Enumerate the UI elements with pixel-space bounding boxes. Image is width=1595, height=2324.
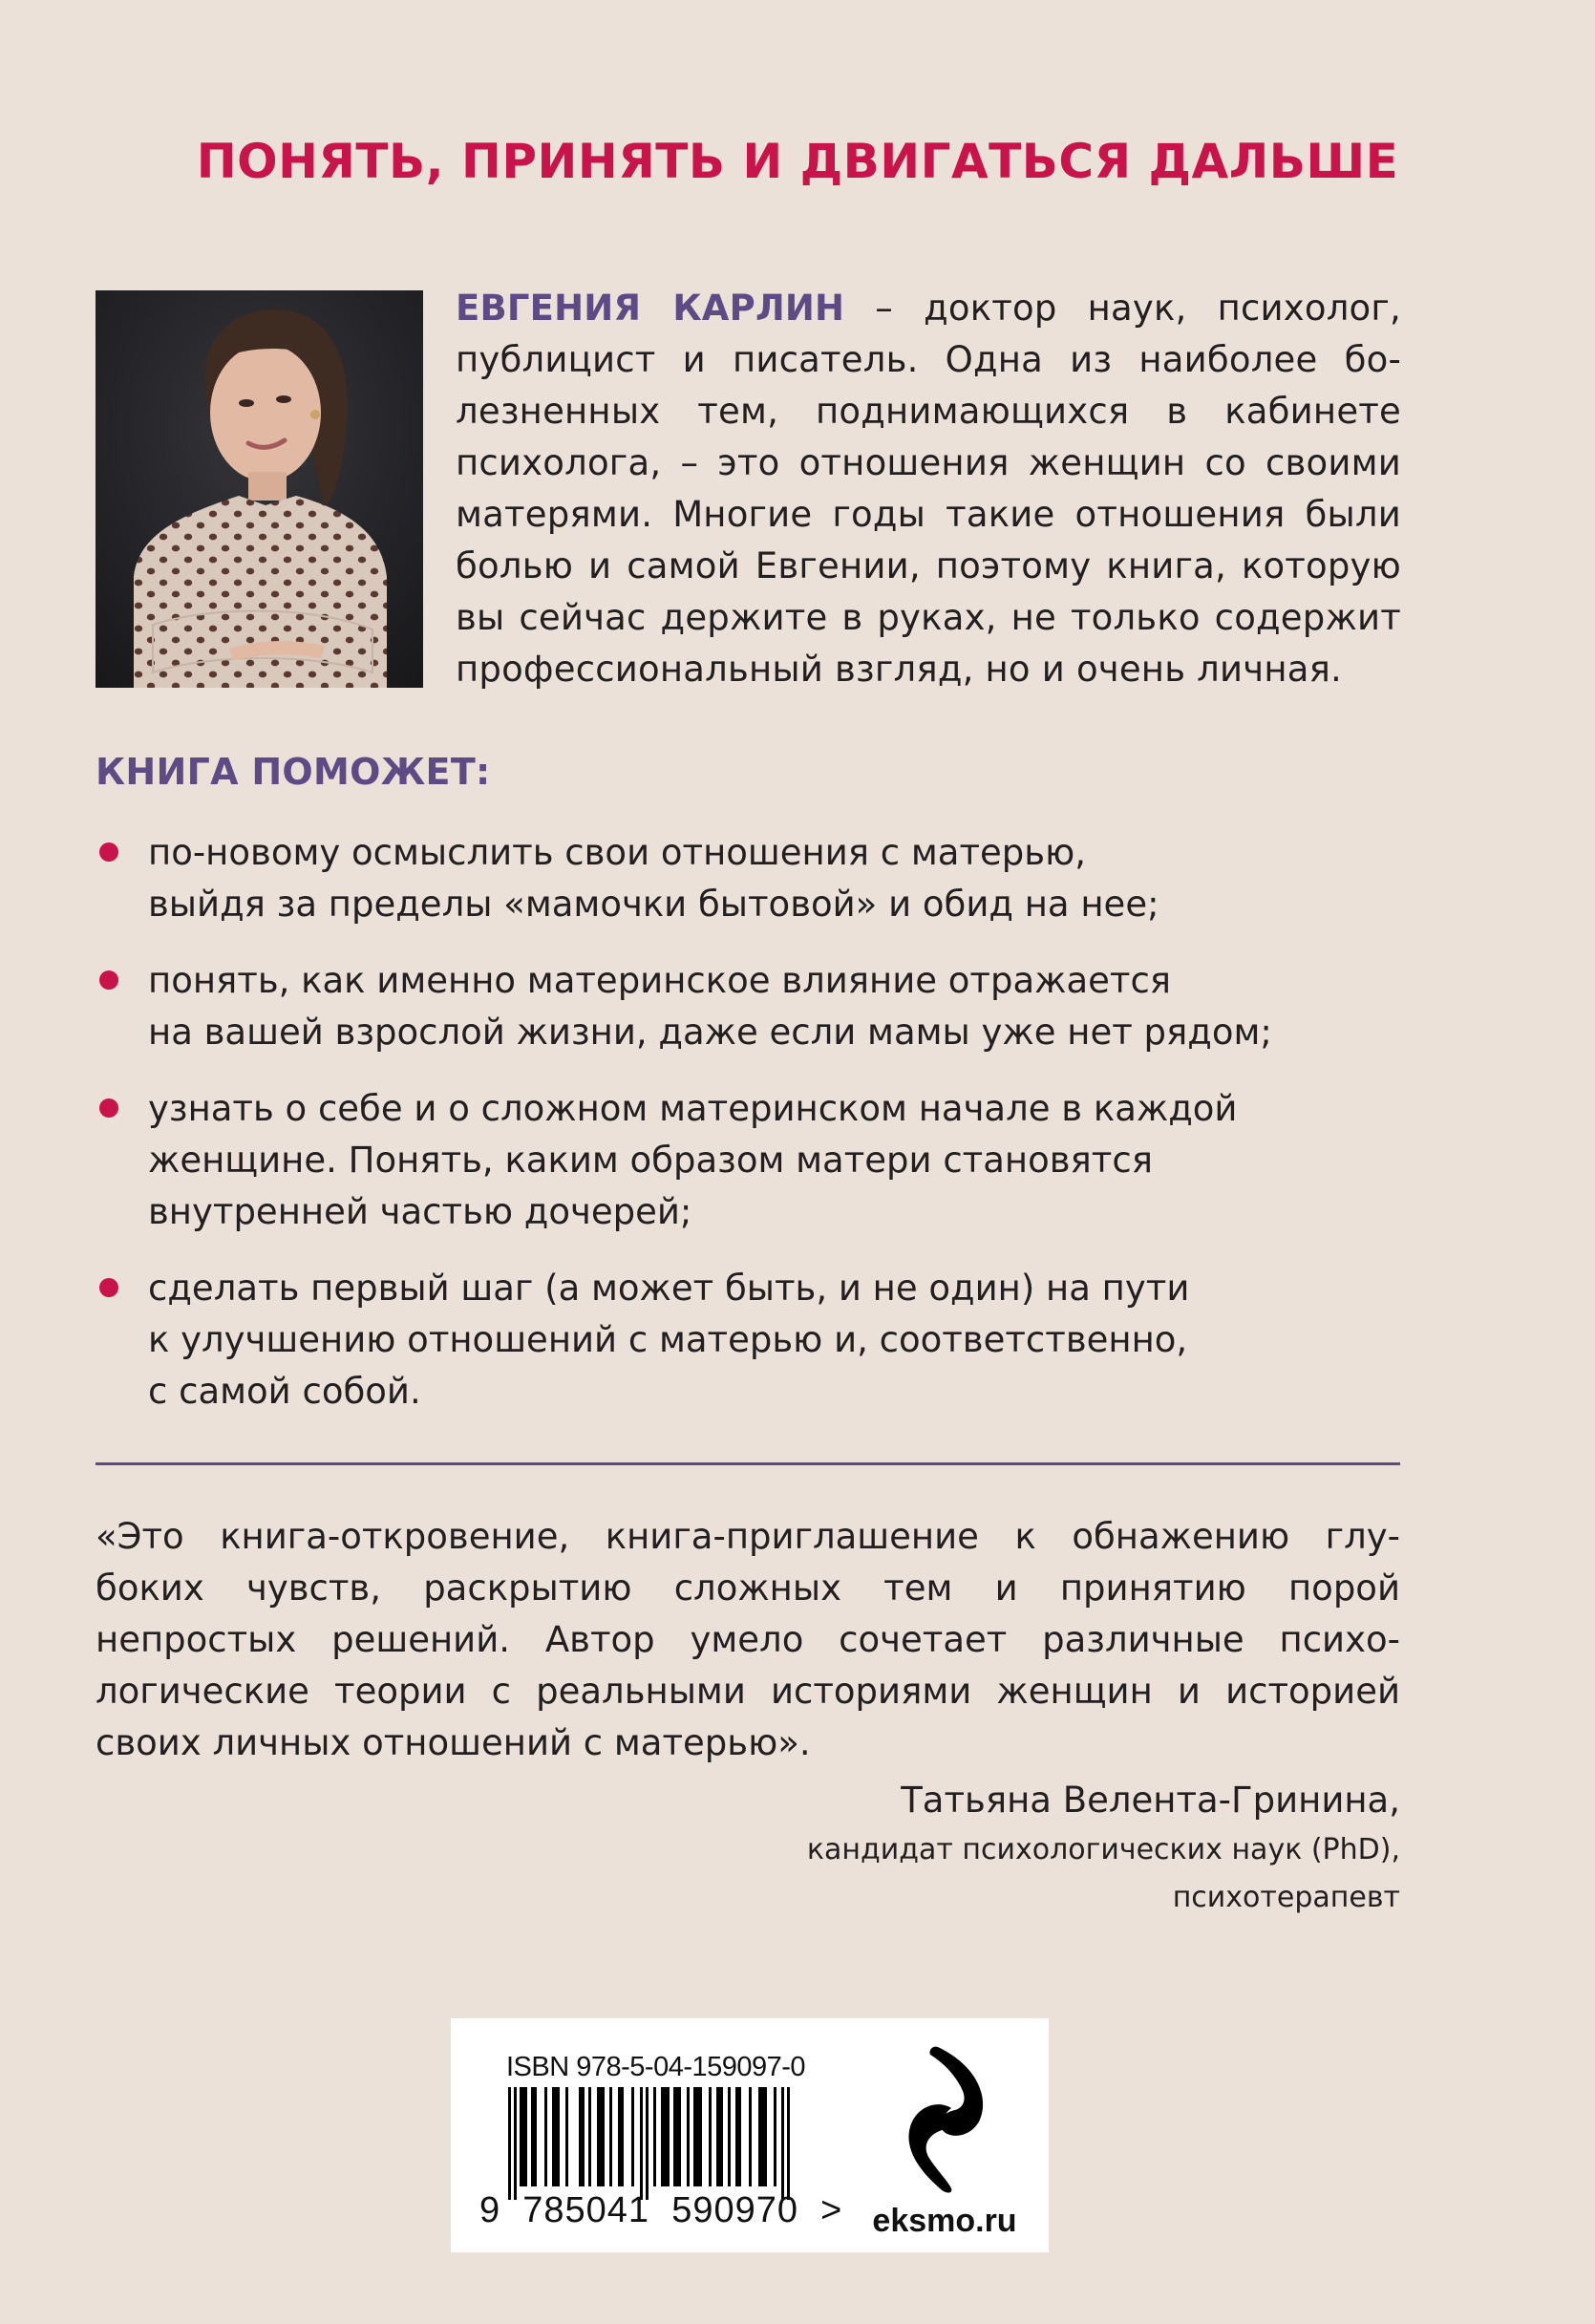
author-portrait-image (96, 290, 423, 688)
book-tagline: ПОНЯТЬ, ПРИНЯТЬ И ДВИГАТЬСЯ ДАЛЬШЕ (196, 134, 1399, 189)
list-item-text: узнать о себе и о сложном материнском начале в каждой (148, 1088, 1238, 1129)
section-divider (96, 1462, 1400, 1465)
quote-attribution (807, 1775, 1400, 1922)
list-item-text: внутренней частью дочерей; (148, 1191, 692, 1232)
author-bio-line: болью и самой Евгении, поэтому книга, которую (456, 545, 1401, 586)
list-item-text: с самой собой. (148, 1371, 421, 1412)
author-bio-line: лезненных тем, поднимающихся в кабинете (456, 391, 1401, 432)
quote-line: логические теории с реальными историями женщин и историей (96, 1671, 1400, 1712)
list-item-text: выйдя за пределы «мамочки бытовой» и обид на нее; (148, 884, 1159, 925)
list-item (96, 1083, 1404, 1238)
barcode-icon (506, 2087, 793, 2200)
list-item-text: на вашей взрослой жизни, даже если мамы уже нет рядом; (148, 1012, 1272, 1053)
bullet-icon (99, 1278, 118, 1297)
reviewer-credentials: кандидат психологических наук (PhD), (806, 1833, 1400, 1866)
publisher-url: eksmo.ru (872, 2203, 1017, 2239)
reviewer-profession: психотерапевт (1172, 1881, 1400, 1914)
author-name: ЕВГЕНИЯ КАРЛИН (456, 288, 845, 329)
list-item-text: по-новому осмыслить свои отношения с матерью, (148, 832, 1086, 873)
author-bio-line: матерями. Многие годы такие отношения были (456, 494, 1401, 535)
quote-line: своих личных отношений с матерью». (96, 1722, 811, 1763)
list-item-text: женщине. Понять, каким образом матери становятся (148, 1140, 1153, 1181)
bullet-icon (99, 842, 118, 862)
list-item (96, 955, 1404, 1058)
author-bio (456, 283, 1401, 695)
list-item (96, 1263, 1404, 1418)
author-photo (96, 290, 423, 688)
barcode-digits-right: 590970 (671, 2190, 799, 2230)
eksmo-logo-icon (892, 2041, 997, 2194)
quote-line: «Это книга-откровение, книга-приглашение к обнажению глу- (96, 1516, 1400, 1557)
quote-line: непростых решений. Автор умело сочетает различные психо- (96, 1619, 1400, 1660)
list-item-text: сделать первый шаг (а может быть, и не один) на пути (148, 1268, 1190, 1309)
quote-line: боких чувств, раскрытию сложных тем и принятию порой (96, 1567, 1400, 1609)
author-bio-line: публицист и писатель. Одна из наиболее бо- (456, 339, 1401, 380)
list-item (96, 827, 1404, 930)
bullet-icon (99, 1098, 118, 1118)
bullet-icon (99, 970, 118, 990)
barcode-digits-left: 785041 (522, 2190, 650, 2230)
reviewer-name: Татьяна Велента-Гринина, (901, 1780, 1400, 1821)
isbn-label: ISBN 978-5-04-159097-0 (506, 2052, 806, 2082)
barcode-digits (479, 2190, 842, 2231)
barcode-digit-first: 9 (479, 2190, 501, 2230)
barcode-panel (451, 2018, 1049, 2252)
book-helps-heading: КНИГА ПОМОЖЕТ: (96, 751, 491, 793)
list-item-text: понять, как именно материнское влияние отражается (148, 960, 1172, 1001)
barcode-end-marker: > (820, 2190, 843, 2230)
author-bio-line: психолога, – это отношения женщин со своими (456, 442, 1401, 483)
review-quote (96, 1511, 1400, 1769)
author-bio-line: профессиональный взгляд, но и очень личная. (456, 649, 1342, 690)
list-item-text: к улучшению отношений с матерью и, соответственно, (148, 1319, 1188, 1360)
author-bio-line: вы сейчас держите в руках, не только содержит (456, 597, 1401, 638)
benefits-list (96, 827, 1404, 1442)
author-bio-line: – доктор наук, психолог, (844, 288, 1401, 329)
